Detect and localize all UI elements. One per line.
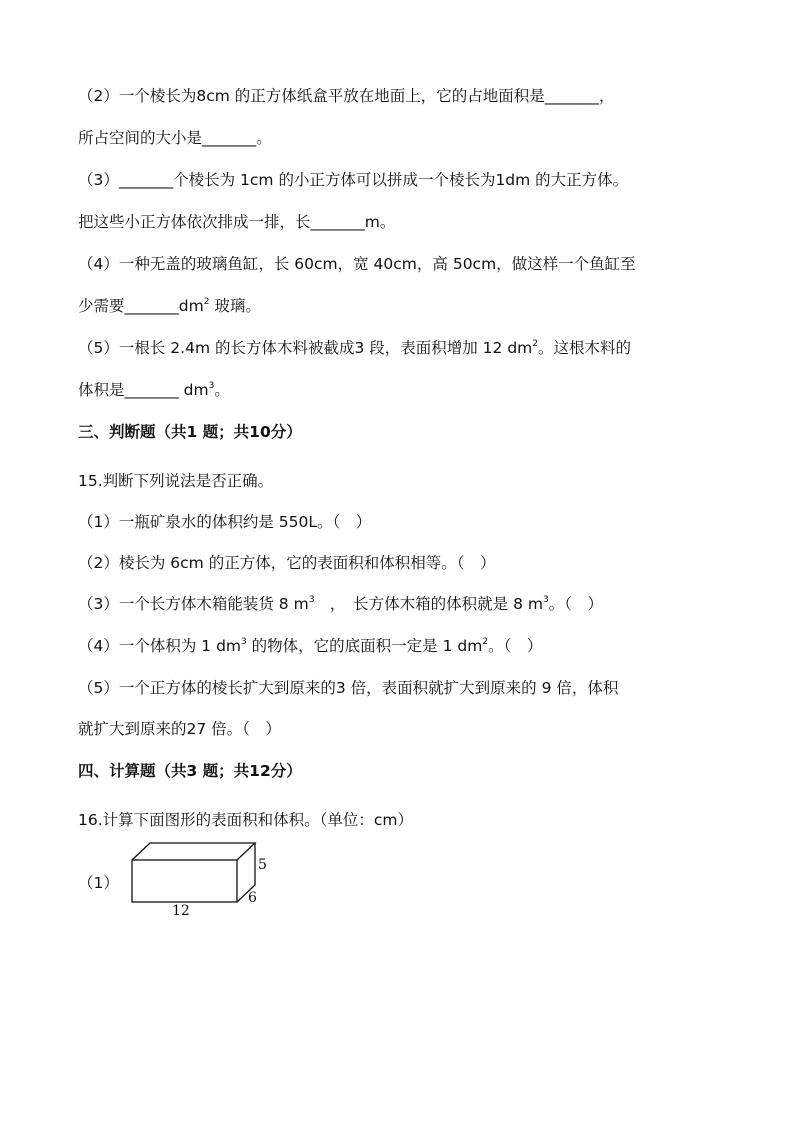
height-label: 5 xyxy=(258,857,267,873)
section3-heading: 三、判断题（共1 题；共10分） xyxy=(78,423,302,441)
q5-sup-1: 2 xyxy=(532,338,539,349)
length-label: 12 xyxy=(172,903,190,919)
q5-sup-2: 3 xyxy=(208,380,215,391)
cuboid-top-face xyxy=(132,843,255,860)
j3-sup-1: 3 xyxy=(308,594,315,605)
judge-item-3 xyxy=(78,594,603,614)
q4-sup: 2 xyxy=(203,296,210,307)
j4-text-post: 。（ ） xyxy=(488,637,543,655)
judge-item-2: （2）棱长为 6cm 的正方体，它的表面积和体积相等。（ ） xyxy=(78,554,496,572)
q5-text-post-2: 。 xyxy=(214,381,230,399)
j3-text-post: 。（ ） xyxy=(548,595,603,613)
judge-item-1: （1）一瓶矿泉水的体积约是 550L。（ ） xyxy=(78,513,372,531)
question-16: 16.计算下面图形的表面积和体积。（单位：cm） xyxy=(78,811,414,829)
cuboid-front-face xyxy=(132,860,237,902)
q5-text-pre: （5）一根长 2.4m 的长方体木料被截成3 段，表面积增加 12 dm xyxy=(78,339,533,357)
sub-question-label: （1） xyxy=(78,874,119,892)
judge-item-4 xyxy=(78,636,542,656)
j4-text-mid: 的物体，它的底面积一定是 1 dm xyxy=(246,637,483,655)
cuboid-figure xyxy=(130,840,290,925)
j4-sup-2: 2 xyxy=(482,636,489,647)
q2-line-1: （2）一个棱长为8cm 的正方体纸盒平放在地面上，它的占地面积是_______， xyxy=(78,87,615,105)
q5-text-post: 。这根木料的 xyxy=(538,339,632,357)
cuboid-drawing xyxy=(130,840,290,925)
judge-item-5-line-1: （5）一个正方体的棱长扩大到原来的3 倍，表面积就扩大到原来的 9 倍，体积 xyxy=(78,679,619,697)
q4-text-post: 玻璃。 xyxy=(209,297,261,315)
q4-line-1: （4）一种无盖的玻璃鱼缸，长 60cm，宽 40cm，高 50cm，做这样一个鱼缸至 xyxy=(78,255,636,273)
q2-line-2: 所占空间的大小是_______。 xyxy=(78,129,272,147)
j4-text-pre: （4）一个体积为 1 dm xyxy=(78,637,242,655)
q5-text-pre-2: 体积是_______ dm xyxy=(78,381,209,399)
q5-line-2 xyxy=(78,380,230,400)
q3-line-1: （3）_______个棱长为 1cm 的小正方体可以拼成一个棱长为1dm 的大正方体。 xyxy=(78,171,629,189)
q4-text-pre: 少需要_______dm xyxy=(78,297,204,315)
q5-line-1 xyxy=(78,338,631,358)
q3-line-2: 把这些小正方体依次排成一排，长_______m。 xyxy=(78,213,396,231)
j3-sup-2: 3 xyxy=(543,594,549,605)
j3-text-pre: （3）一个长方体木箱能装货 8 m xyxy=(78,595,309,613)
width-label: 6 xyxy=(248,890,257,906)
j4-sup-1: 3 xyxy=(241,636,247,647)
j3-text-mid: ， 长方体木箱的体积就是 8 m xyxy=(314,595,543,613)
question-15: 15.判断下列说法是否正确。 xyxy=(78,472,274,490)
section4-heading: 四、计算题（共3 题；共12分） xyxy=(78,762,302,780)
q4-line-2 xyxy=(78,296,261,316)
judge-item-5-line-2: 就扩大到原来的27 倍。（ ） xyxy=(78,720,281,738)
